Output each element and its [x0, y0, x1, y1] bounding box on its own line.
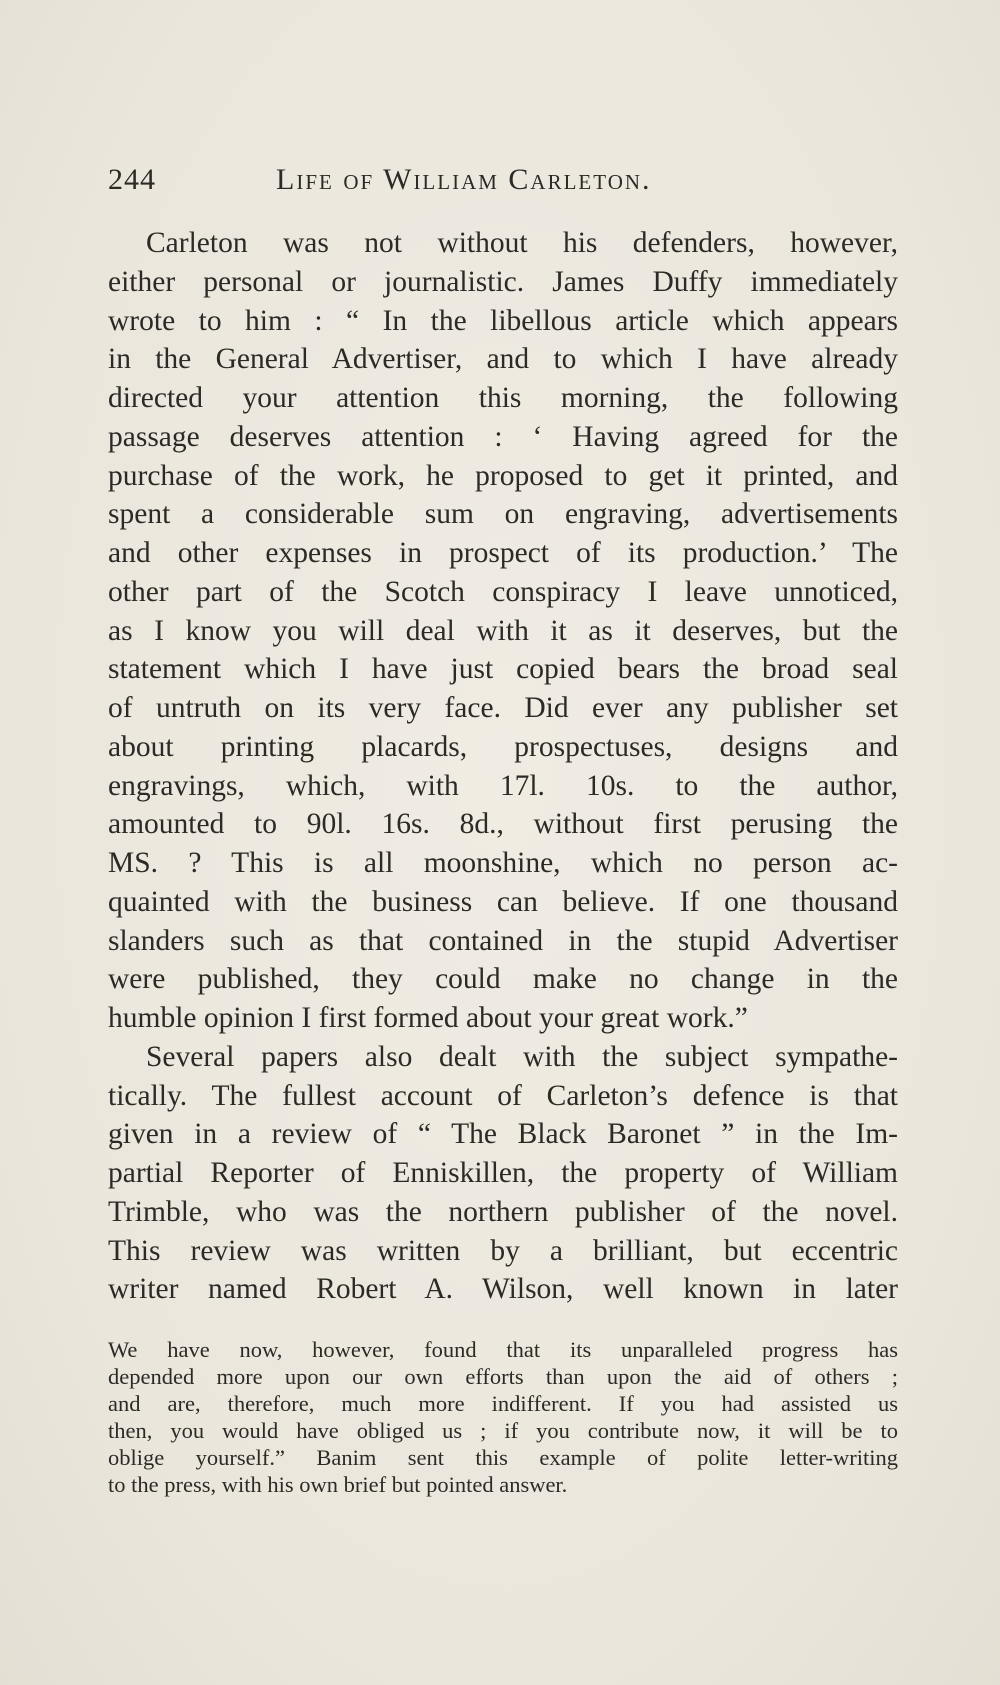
text-line: This review was written by a brilliant, but eccentric: [108, 1234, 898, 1267]
body-text: [108, 224, 898, 1309]
text-line: passage deserves attention : ‘ Having agreed for the: [108, 420, 898, 453]
text-line: either personal or journalistic. James Duffy immediately: [108, 265, 898, 298]
text-line: Several papers also dealt with the subject sympathe-: [146, 1040, 898, 1073]
text-line: wrote to him : “ In the libellous article which appears: [108, 304, 898, 337]
text-line: statement which I have just copied bears the broad seal: [108, 653, 898, 686]
footnote-line: then, you would have obliged us ; if you contribute now, it will be to: [108, 1418, 898, 1443]
text-line: slanders such as that contained in the stupid Advertiser: [108, 924, 898, 957]
running-title: Life of William Carleton.: [276, 163, 652, 196]
text-line: Trimble, who was the northern publisher of the novel.: [108, 1195, 898, 1228]
text-line: about printing placards, prospectuses, designs and: [108, 730, 898, 763]
footnote-line: and are, therefore, much more indifferent. If you had assisted us: [108, 1391, 898, 1416]
text-line: engravings, which, with 17l. 10s. to the author,: [108, 769, 898, 802]
text-line: quainted with the business can believe. If one thousand: [108, 885, 898, 918]
text-line: other part of the Scotch conspiracy I leave unnoticed,: [108, 575, 898, 608]
text-line: Carleton was not without his defenders, however,: [146, 227, 898, 259]
footnote-line: oblige yourself.” Banim sent this example of polite letter-writing: [108, 1445, 898, 1470]
text-line: were published, they could make no change in the: [108, 963, 898, 996]
text-line: MS. ? This is all moonshine, which no person ac-: [108, 847, 898, 879]
text-line: spent a considerable sum on engraving, advertisements: [108, 498, 898, 531]
text-line: as I know you will deal with it as it deserves, but the: [108, 614, 898, 647]
text-line: writer named Robert A. Wilson, well known in later: [108, 1273, 898, 1306]
text-line: directed your attention this morning, the following: [108, 382, 898, 414]
page-header: [108, 163, 898, 207]
text-line: purchase of the work, he proposed to get it printed, and: [108, 459, 898, 492]
page-number: 244: [108, 163, 156, 196]
footnote-line: We have now, however, found that its unparalleled progress has: [108, 1337, 898, 1362]
text-line: tically. The fullest account of Carleton’s defence is that: [108, 1079, 898, 1112]
text-line: of untruth on its very face. Did ever any publisher set: [108, 692, 898, 724]
footnote-line: to the press, with his own brief but pointed answer.: [108, 1472, 568, 1497]
text-line: given in a review of “ The Black Baronet ” in the Im-: [108, 1118, 898, 1151]
footnote-line: depended more upon our own efforts than upon the aid of others ;: [108, 1364, 898, 1389]
text-line: and other expenses in prospect of its production.’ The: [108, 537, 898, 569]
footnote: [108, 1336, 898, 1498]
text-line: humble opinion I first formed about your great work.”: [108, 1002, 748, 1034]
text-line: partial Reporter of Enniskillen, the property of William: [108, 1157, 898, 1189]
text-line: in the General Advertiser, and to which I have already: [108, 343, 898, 376]
text-line: amounted to 90l. 16s. 8d., without first perusing the: [108, 808, 898, 841]
